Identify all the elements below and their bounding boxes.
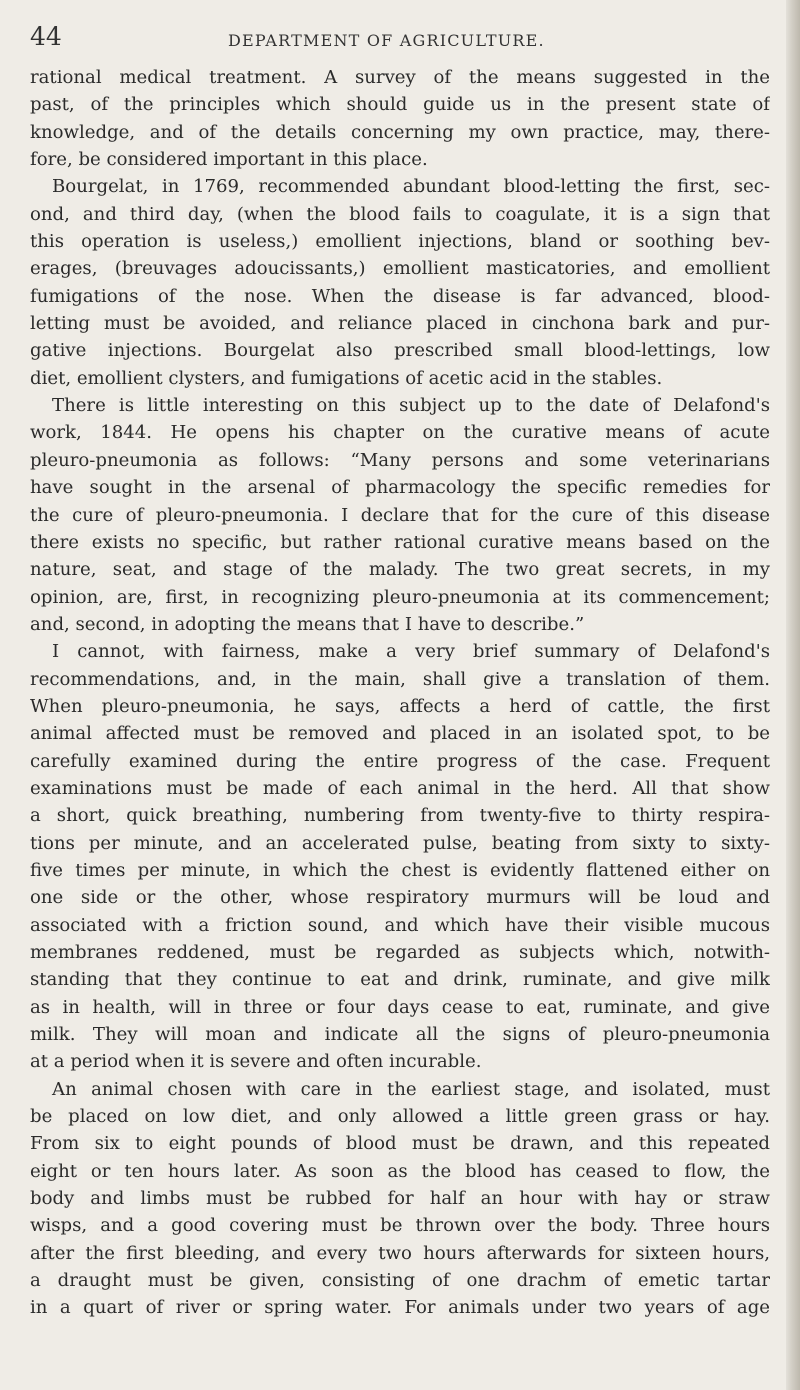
text-line: opinion, are, first, in recognizing pleuro-pneumonia at its commencement; [30,586,770,608]
page-header [30,22,770,54]
text-line: be placed on low diet, and only allowed a little green grass or hay. [30,1106,770,1128]
text-line: the cure of pleuro-pneumonia. I declare that for the cure of this disease [30,504,770,526]
text-line: after the first bleeding, and every two hours afterwards for sixteen hours, [30,1242,770,1264]
text-line: work, 1844. He opens his chapter on the curative means of acute [30,422,770,444]
body-text [30,64,770,1322]
text-line: tions per minute, and an accelerated pulse, beating from sixty to sixty- [30,832,770,854]
text-line: gative injections. Bourgelat also prescribed small blood-lettings, low [30,340,770,362]
text-line: animal affected must be removed and placed in an isolated spot, to be [30,723,770,745]
running-title: DEPARTMENT OF AGRICULTURE. [228,31,545,50]
text-line: past, of the principles which should guide us in the present state of [30,94,770,116]
text-line: a draught must be given, consisting of one drachm of emetic tartar [30,1270,770,1292]
page-binding-edge [786,0,800,1390]
text-line: pleuro-pneumonia as follows: “Many persons and some veterinarians [30,449,770,471]
text-line: as in health, will in three or four days cease to eat, ruminate, and give [30,996,770,1018]
text-line: membranes reddened, must be regarded as subjects which, notwith- [30,942,770,963]
text-line: milk. They will moan and indicate all the signs of pleuro-pneumonia [30,1024,770,1046]
text-line: associated with a friction sound, and which have their visible mucous [30,914,770,936]
text-line: When pleuro-pneumonia, he says, affects a herd of cattle, the first [30,695,770,717]
text-line: a short, quick breathing, numbering from twenty-five to thirty respira- [30,805,770,827]
paragraph-start-line: I cannot, with fairness, make a very brief summary of Delafond's [52,641,770,663]
text-line: rational medical treatment. A survey of the means suggested in the [30,67,770,88]
paragraph-start-line: Bourgelat, in 1769, recommended abundant blood-letting the first, sec- [52,176,770,198]
text-line: and, second, in adopting the means that I have to describe.” [30,613,585,635]
text-line: five times per minute, in which the chest is evidently flattened either on [30,859,770,881]
text-line: From six to eight pounds of blood must be drawn, and this repeated [30,1133,770,1155]
text-line: fumigations of the nose. When the disease is far advanced, blood- [30,285,770,307]
text-line: fore, be considered important in this place. [30,149,428,171]
text-line: in a quart of river or spring water. For animals under two years of age [30,1297,770,1319]
page-number: 44 [30,22,62,51]
text-line: nature, seat, and stage of the malady. The two great secrets, in my [30,559,770,581]
text-line: examinations must be made of each animal in the herd. All that show [30,777,770,799]
text-line: one side or the other, whose respiratory murmurs will be loud and [30,887,770,909]
text-line: there exists no specific, but rather rational curative means based on the [30,531,770,553]
text-line: body and limbs must be rubbed for half an hour with hay or straw [30,1188,770,1210]
text-line: letting must be avoided, and reliance placed in cinchona bark and pur- [30,313,770,335]
text-line: diet, emollient clysters, and fumigations of acetic acid in the stables. [30,367,663,389]
text-line: have sought in the arsenal of pharmacology the specific remedies for [30,477,770,499]
text-line: this operation is useless,) emollient injections, bland or soothing bev- [30,231,770,253]
text-line: recommendations, and, in the main, shall give a translation of them. [30,668,770,690]
text-line: knowledge, and of the details concerning my own practice, may, there- [30,121,770,143]
text-line: carefully examined during the entire progress of the case. Frequent [30,750,770,772]
text-line: at a period when it is severe and often incurable. [30,1051,482,1073]
text-line: eight or ten hours later. As soon as the blood has ceased to flow, the [30,1160,770,1182]
text-line: standing that they continue to eat and drink, ruminate, and give milk [30,969,770,991]
paragraph-start-line: An animal chosen with care in the earliest stage, and isolated, must [52,1078,770,1100]
text-line: ond, and third day, (when the blood fails to coagulate, it is a sign that [30,203,770,225]
text-line: erages, (breuvages adoucissants,) emollient masticatories, and emollient [30,258,770,280]
paragraph-start-line: There is little interesting on this subject up to the date of Delafond's [52,395,770,417]
text-line: wisps, and a good covering must be thrown over the body. Three hours [30,1215,770,1237]
